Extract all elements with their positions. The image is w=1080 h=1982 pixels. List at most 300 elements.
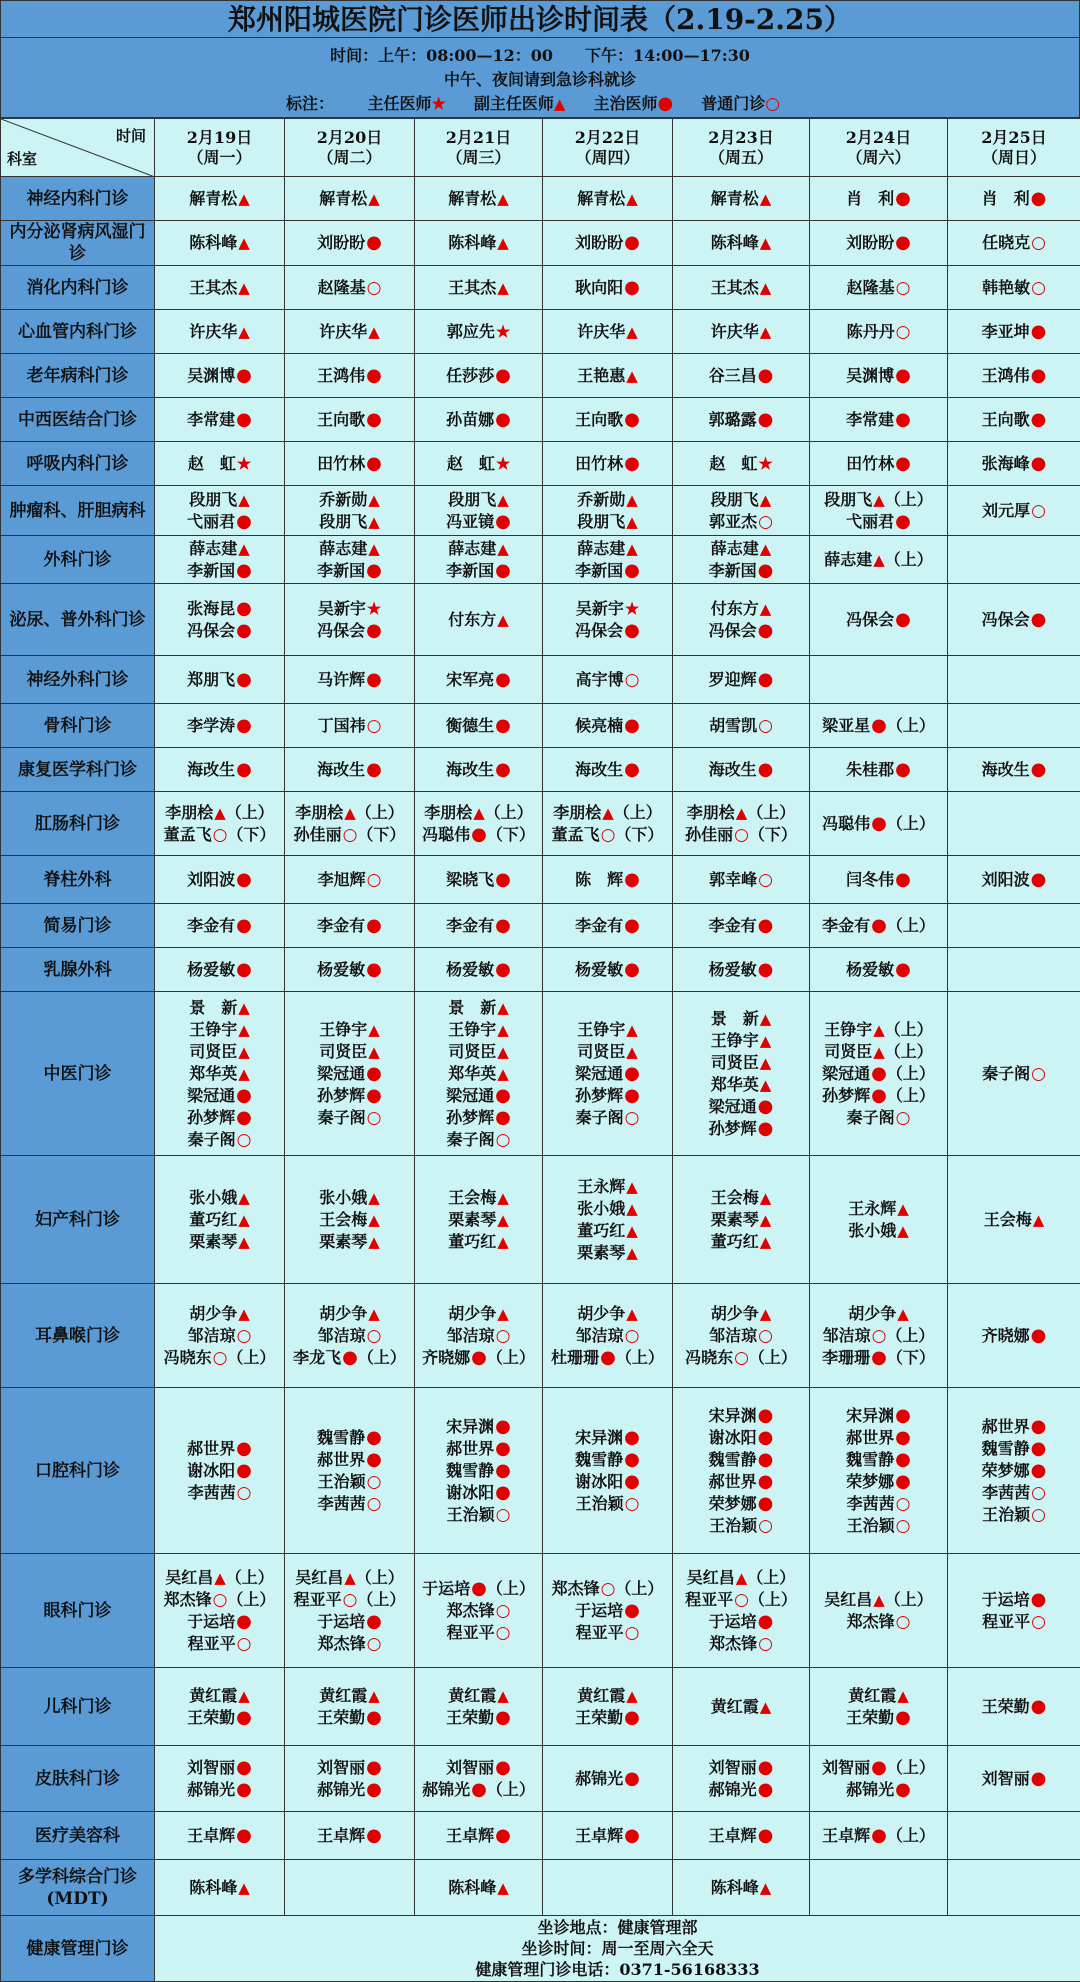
doctor-name: 杜珊珊 <box>551 1348 599 1367</box>
doctor-name: 李亚坤 <box>982 322 1030 341</box>
doctor-entry <box>155 1231 284 1253</box>
dot-icon: ● <box>342 1347 358 1369</box>
dot-icon: ● <box>366 1063 382 1085</box>
session-tag: （下） <box>487 825 535 844</box>
circ-icon: ○ <box>1031 277 1046 299</box>
doctor-name: 孙梦辉 <box>187 1108 235 1127</box>
dot-icon: ● <box>495 365 511 387</box>
doctor-entry <box>543 669 672 691</box>
doctor-entry <box>285 365 414 387</box>
doctor-entry <box>543 1578 672 1600</box>
doctor-entry <box>155 453 284 475</box>
session-tag: （上） <box>887 814 935 833</box>
doctor-entry <box>810 409 947 431</box>
schedule-cell <box>948 656 1080 704</box>
doctor-name: 宋异渊 <box>446 1417 494 1436</box>
doctor-entry <box>543 321 672 343</box>
tri-icon: ▲ <box>626 365 638 387</box>
dot-icon: ● <box>1031 453 1047 475</box>
schedule-cell <box>673 792 810 856</box>
session-tag: （上） <box>885 490 933 509</box>
tri-icon: ▲ <box>368 489 380 511</box>
session-tag: （下） <box>887 1348 935 1367</box>
schedule-cell <box>415 856 543 904</box>
doctor-entry <box>673 1493 809 1515</box>
dept-name: 肛肠科门诊 <box>1 792 155 856</box>
session-tag: （上） <box>887 1758 935 1777</box>
tri-icon: ▲ <box>897 1220 909 1242</box>
session-tag: （上） <box>358 1348 406 1367</box>
doctor-entry <box>810 1449 947 1471</box>
doctor-name: 景 新 <box>448 998 496 1017</box>
doctor-name: 李龙飞 <box>293 1348 341 1367</box>
doctor-name: 李旭辉 <box>318 870 366 889</box>
schedule-cell <box>673 1284 810 1388</box>
schedule-cell <box>155 442 285 486</box>
doctor-entry <box>543 1303 672 1325</box>
session-tag: （上） <box>887 1086 935 1105</box>
doctor-name: 于运培 <box>982 1590 1030 1609</box>
dept-row <box>1 584 1080 656</box>
dot-icon: ● <box>758 759 774 781</box>
schedule-cell <box>810 486 948 536</box>
schedule-cell <box>810 1668 948 1746</box>
schedule-cell <box>948 948 1080 992</box>
dot-icon: ● <box>495 1085 511 1107</box>
doctor-name: 冯聪伟 <box>422 825 470 844</box>
schedule-cell <box>810 1284 948 1388</box>
tri-icon: ▲ <box>473 802 485 824</box>
doctor-entry <box>285 1231 414 1253</box>
doctor-entry <box>673 511 809 533</box>
schedule-cell <box>673 1860 810 1916</box>
doctor-name: 魏雪静 <box>982 1439 1030 1458</box>
circ-icon: ○ <box>367 869 382 891</box>
dot-icon: ● <box>366 232 382 254</box>
doctor-name: 李朋桧 <box>424 803 472 822</box>
dot-icon: ● <box>895 365 911 387</box>
session-tag: （上） <box>356 803 404 822</box>
doctor-entry <box>810 1493 947 1515</box>
doctor-name: 郑华英 <box>189 1064 237 1083</box>
schedule-cell <box>155 1388 285 1554</box>
doctor-entry <box>415 1877 542 1899</box>
doctor-name: 董巧红 <box>711 1232 759 1251</box>
doctor-entry <box>673 409 809 431</box>
doctor-entry <box>673 1633 809 1655</box>
doctor-name: 刘智丽 <box>446 1758 494 1777</box>
doctor-entry <box>948 759 1080 781</box>
day-date: 2月21日 <box>415 128 542 148</box>
doctor-entry <box>415 560 542 582</box>
circ-icon: ○ <box>872 1325 887 1347</box>
star-icon: ★ <box>625 598 639 620</box>
doctor-entry <box>285 1107 414 1129</box>
day-weekday: （周五） <box>673 148 809 168</box>
doctor-name: 李金有 <box>575 916 623 935</box>
schedule-cell <box>155 1746 285 1812</box>
schedule-cell <box>673 1388 810 1554</box>
tri-icon: ▲ <box>602 802 614 824</box>
doctor-entry <box>810 1107 947 1129</box>
schedule-cell <box>673 536 810 584</box>
doctor-name: 谢冰阳 <box>446 1483 494 1502</box>
doctor-entry <box>155 997 284 1019</box>
circ-icon: ○ <box>343 824 358 846</box>
doctor-name: 孙梦辉 <box>575 1086 623 1105</box>
tri-icon: ▲ <box>760 1052 772 1074</box>
doctor-name: 郝锦光 <box>317 1780 365 1799</box>
circ-icon: ○ <box>496 1325 511 1347</box>
tri-icon: ▲ <box>497 1019 509 1041</box>
dot-icon: ● <box>758 959 774 981</box>
star-icon: ★ <box>496 453 510 475</box>
doctor-entry <box>673 1611 809 1633</box>
doctor-entry <box>810 232 947 254</box>
circ-icon: ○ <box>734 1589 749 1611</box>
session-tag: （上） <box>487 1348 535 1367</box>
tri-icon: ▲ <box>873 1589 885 1611</box>
doctor-entry <box>948 1063 1080 1085</box>
tri-icon: ▲ <box>368 188 380 210</box>
dot-icon: ● <box>758 1779 774 1801</box>
doctor-entry <box>285 1611 414 1633</box>
doctor-entry <box>673 802 809 824</box>
schedule-cell <box>948 748 1080 792</box>
dept-row <box>1 177 1080 221</box>
doctor-name: 薛志建 <box>448 539 496 558</box>
doctor-name: 郭应先 <box>447 322 495 341</box>
dot-icon: ● <box>758 1405 774 1427</box>
schedule-table <box>0 118 1080 1982</box>
doctor-entry <box>543 1622 672 1644</box>
doctor-name: 朱桂郡 <box>846 760 894 779</box>
dot-icon: ● <box>366 560 382 582</box>
doctor-entry <box>285 1041 414 1063</box>
tri-icon: ▲ <box>344 1567 356 1589</box>
schedule-cell <box>810 536 948 584</box>
doctor-entry <box>155 1633 284 1655</box>
tri-icon: ▲ <box>626 1303 638 1325</box>
doctor-name: 李茜茜 <box>188 1483 236 1502</box>
doctor-entry <box>810 1611 947 1633</box>
doctor-entry <box>285 1757 414 1779</box>
doctor-name: 王铮宇 <box>189 1020 237 1039</box>
doctor-name: 王铮宇 <box>577 1020 625 1039</box>
doctor-entry <box>543 511 672 533</box>
tri-icon: ▲ <box>897 1198 909 1220</box>
tri-icon: ▲ <box>238 1019 250 1041</box>
tri-icon: ▲ <box>760 538 772 560</box>
doctor-name: 景 新 <box>189 998 237 1017</box>
tri-icon: ▲ <box>760 1303 772 1325</box>
day-date: 2月20日 <box>285 128 414 148</box>
doctor-entry <box>673 1008 809 1030</box>
schedule-cell <box>810 1812 948 1860</box>
dot-icon: ● <box>758 1757 774 1779</box>
doctor-entry <box>673 1074 809 1096</box>
doctor-name: 张海昆 <box>187 599 235 618</box>
doctor-name: 李新国 <box>446 561 494 580</box>
dot-icon: ● <box>895 511 911 533</box>
dot-icon: ● <box>366 1449 382 1471</box>
doctor-name: 赵隆基 <box>847 278 895 297</box>
doctor-name: 付东方 <box>711 599 759 618</box>
dot-icon: ● <box>895 1405 911 1427</box>
dot-icon: ● <box>871 715 887 737</box>
doctor-name: 司贤臣 <box>448 1042 496 1061</box>
doctor-entry <box>673 669 809 691</box>
tri-icon: ▲ <box>873 489 885 511</box>
circ-icon: ○ <box>1031 1482 1046 1504</box>
tri-icon: ▲ <box>760 188 772 210</box>
doctor-entry <box>155 1438 284 1460</box>
doctor-entry <box>155 1129 284 1151</box>
doctor-name: 王其杰 <box>189 278 237 297</box>
doctor-name: 司贤臣 <box>319 1042 367 1061</box>
dot-icon: ● <box>1031 1589 1047 1611</box>
schedule-cell <box>285 1668 415 1746</box>
time-header-label: 时间 <box>116 125 146 147</box>
legend-label: 普通门诊 <box>701 94 765 113</box>
doctor-name: 刘盼盼 <box>317 233 365 252</box>
doctor-entry <box>285 1303 414 1325</box>
doctor-entry <box>155 1303 284 1325</box>
doctor-entry <box>543 715 672 737</box>
doctor-entry <box>948 277 1080 299</box>
tri-icon: ▲ <box>626 511 638 533</box>
doctor-name: 齐晓娜 <box>422 1348 470 1367</box>
health-line: 坐诊地点：健康管理部 <box>155 1917 1080 1938</box>
doctor-entry <box>415 669 542 691</box>
dot-icon: ● <box>366 1757 382 1779</box>
doctor-name: 谢冰阳 <box>575 1472 623 1491</box>
doctor-name: 候亮楠 <box>575 716 623 735</box>
schedule-cell <box>155 1668 285 1746</box>
schedule-cell <box>673 1812 810 1860</box>
schedule-cell <box>285 656 415 704</box>
schedule-cell <box>810 584 948 656</box>
schedule-cell <box>155 856 285 904</box>
session-tag: （上） <box>226 803 274 822</box>
doctor-name: 宋异渊 <box>709 1406 757 1425</box>
dot-icon: ● <box>624 620 640 642</box>
doctor-entry <box>285 560 414 582</box>
doctor-name: 高宇博 <box>576 670 624 689</box>
dot-icon: ● <box>895 453 911 475</box>
dot-icon: ● <box>758 1825 774 1847</box>
dot-icon: ● <box>366 1427 382 1449</box>
doctor-name: 李金有 <box>822 916 870 935</box>
circ-icon: ○ <box>237 1482 252 1504</box>
doctor-name: 吴渊博 <box>846 366 894 385</box>
circ-icon: ○ <box>1031 1063 1046 1085</box>
tri-icon: ▲ <box>368 1019 380 1041</box>
doctor-entry <box>155 232 284 254</box>
day-header <box>415 119 543 177</box>
doctor-entry <box>285 1187 414 1209</box>
doctor-entry <box>285 1449 414 1471</box>
dept-row <box>1 704 1080 748</box>
schedule-cell <box>415 177 543 221</box>
dot-icon: ● <box>1031 1768 1047 1790</box>
doctor-name: 赵 虹 <box>447 454 495 473</box>
schedule-cell <box>155 948 285 992</box>
doctor-entry <box>543 1768 672 1790</box>
dept-row <box>1 1156 1080 1284</box>
doctor-entry <box>155 715 284 737</box>
doctor-name: 王治颖 <box>982 1505 1030 1524</box>
dept-name: 皮肤科门诊 <box>1 1746 155 1812</box>
dot-icon: ● <box>895 759 911 781</box>
doctor-name: 刘阳波 <box>982 870 1030 889</box>
doctor-name: 司贤臣 <box>189 1042 237 1061</box>
doctor-name: 李茜茜 <box>847 1494 895 1513</box>
doctor-name: 冯晓东 <box>685 1348 733 1367</box>
doctor-entry <box>155 1611 284 1633</box>
tri-icon: ▲ <box>238 1187 250 1209</box>
doctor-entry <box>810 453 947 475</box>
doctor-name: 李金有 <box>709 916 757 935</box>
dept-name: 神经内科门诊 <box>1 177 155 221</box>
star-icon: ★ <box>237 453 251 475</box>
circ-icon: ○ <box>625 1325 640 1347</box>
schedule-cell <box>810 656 948 704</box>
schedule-cell <box>285 792 415 856</box>
doctor-name: 孙梦辉 <box>822 1086 870 1105</box>
schedule-cell <box>948 442 1080 486</box>
session-tag: （上） <box>749 1590 797 1609</box>
doctor-entry <box>285 232 414 254</box>
doctor-name: 杨爱敏 <box>709 960 757 979</box>
doctor-name: 于运培 <box>422 1579 470 1598</box>
legend <box>1 92 1079 116</box>
dot-icon: ● <box>495 959 511 981</box>
doctor-name: 薛志建 <box>824 550 872 569</box>
schedule-cell <box>285 856 415 904</box>
dot-icon: ● <box>236 715 252 737</box>
schedule-cell <box>285 398 415 442</box>
session-tag: （上） <box>887 916 935 935</box>
dot-icon: ● <box>1031 1460 1047 1482</box>
legend-item <box>593 94 673 113</box>
session-tag: （上） <box>614 803 662 822</box>
dept-row <box>1 310 1080 354</box>
doctor-entry <box>285 1019 414 1041</box>
circ-icon: ○ <box>601 824 616 846</box>
doctor-name: 谢冰阳 <box>709 1428 757 1447</box>
dept-row <box>1 442 1080 486</box>
day-header <box>810 119 948 177</box>
doctor-name: 陈科峰 <box>448 1878 496 1897</box>
dept-row <box>1 1284 1080 1388</box>
doctor-name: 王治颖 <box>709 1516 757 1535</box>
tri-icon: ▲ <box>238 277 250 299</box>
schedule-cell <box>285 221 415 266</box>
doctor-name: 冯保会 <box>709 621 757 640</box>
tri-icon: ▲ <box>368 511 380 533</box>
dot-icon: ● <box>624 1449 640 1471</box>
doctor-entry <box>285 1567 414 1589</box>
circ-icon: ○ <box>237 1633 252 1655</box>
doctor-entry <box>543 489 672 511</box>
dept-name: 中医门诊 <box>1 992 155 1156</box>
dot-icon: ● <box>624 1600 640 1622</box>
tri-icon: ▲ <box>214 802 226 824</box>
tri-icon: ▲ <box>873 549 885 571</box>
doctor-name: 吴红昌 <box>687 1568 735 1587</box>
doctor-name: 董孟飞 <box>552 825 600 844</box>
circ-icon: ○ <box>1031 1611 1046 1633</box>
doctor-name: 魏雪静 <box>709 1450 757 1469</box>
doctor-name: 谷三昌 <box>709 366 757 385</box>
doctor-entry <box>948 869 1080 891</box>
dot-icon: ● <box>366 759 382 781</box>
schedule-cell <box>810 221 948 266</box>
doctor-name: 郑朋飞 <box>187 670 235 689</box>
doctor-entry <box>673 1303 809 1325</box>
dot-icon: ● <box>236 620 252 642</box>
dot-icon: ● <box>471 1578 487 1600</box>
schedule-cell <box>673 748 810 792</box>
doctor-entry <box>155 1107 284 1129</box>
doctor-name: 冯聪伟 <box>822 814 870 833</box>
schedule-cell <box>285 486 415 536</box>
doctor-name: 海改生 <box>187 760 235 779</box>
dot-icon: ● <box>236 915 252 937</box>
doctor-name: 程亚平 <box>576 1623 624 1642</box>
schedule-cell <box>810 442 948 486</box>
dot-icon: ● <box>1031 1696 1047 1718</box>
circ-icon: ○ <box>343 1589 358 1611</box>
schedule-cell <box>673 1668 810 1746</box>
tri-icon: ▲ <box>497 1877 509 1899</box>
star-icon: ★ <box>432 92 446 116</box>
doctor-name: 付东方 <box>448 610 496 629</box>
schedule-cell <box>673 992 810 1156</box>
circ-icon: ○ <box>896 1515 911 1537</box>
schedule-cell <box>948 1284 1080 1388</box>
doctor-name: 刘元厚 <box>982 501 1030 520</box>
tri-icon: ▲ <box>760 1074 772 1096</box>
schedule-cell <box>948 536 1080 584</box>
doctor-entry <box>673 1696 809 1718</box>
session-tag: （下） <box>615 825 663 844</box>
dot-icon: ● <box>366 1611 382 1633</box>
dept-name <box>1 221 155 266</box>
doctor-entry <box>810 1347 947 1369</box>
doctor-entry <box>155 1825 284 1847</box>
session-tag: （上） <box>885 1590 933 1609</box>
doctor-name: 王卓辉 <box>575 1826 623 1845</box>
schedule-cell <box>155 656 285 704</box>
doctor-name: 郑华英 <box>711 1075 759 1094</box>
dot-icon: ● <box>895 959 911 981</box>
dot-icon: ● <box>624 1063 640 1085</box>
doctor-name: 荣梦娜 <box>982 1461 1030 1480</box>
doctor-entry <box>948 1589 1080 1611</box>
doctor-name: 王卓辉 <box>709 1826 757 1845</box>
dot-icon: ● <box>495 511 511 533</box>
doctor-entry <box>415 1107 542 1129</box>
doctor-entry <box>948 609 1080 631</box>
schedule-cell <box>285 442 415 486</box>
legend-prefix: 标注： <box>286 94 334 113</box>
doctor-name: 李常建 <box>846 410 894 429</box>
doctor-name: 王会梅 <box>448 1188 496 1207</box>
tri-icon: ▲ <box>1033 1209 1045 1231</box>
doctor-name: 郝锦光 <box>709 1780 757 1799</box>
